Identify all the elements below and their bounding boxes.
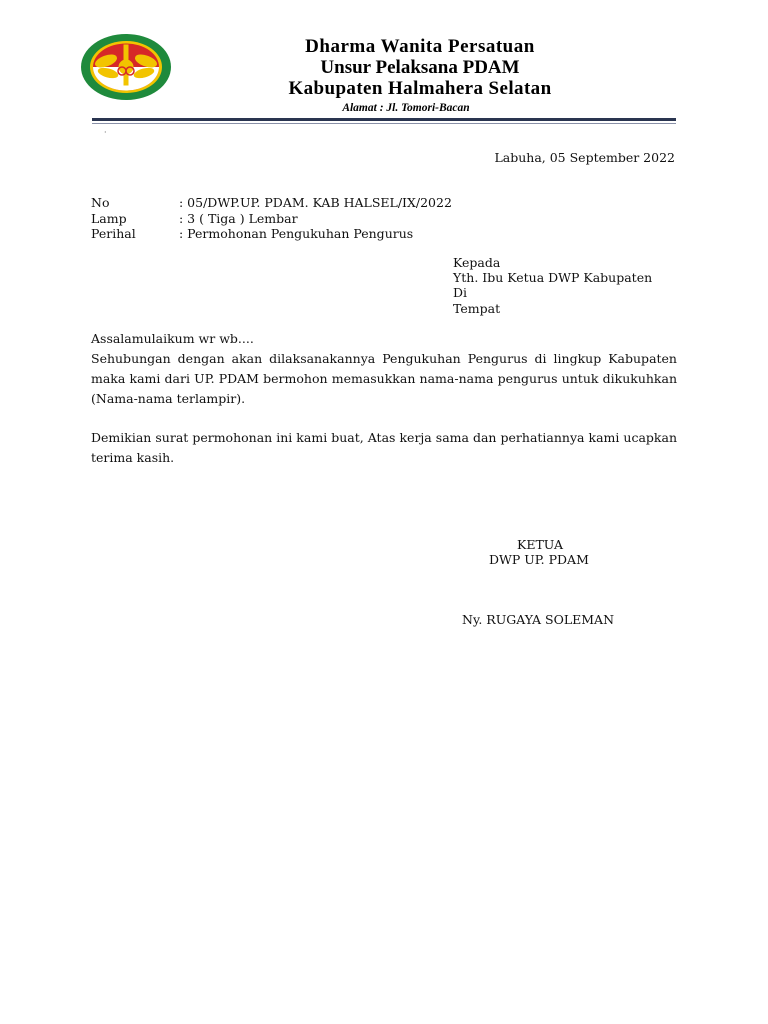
letter-date: Labuha, 05 September 2022 xyxy=(494,150,675,165)
letterhead xyxy=(180,36,660,115)
body-paragraph: Sehubungan dengan akan dilaksanakannya Pengukuhan Pengurus di lingkup Kabupaten maka kami dari UP. PDAM bermohon memasukkan nama-nama pengurus untuk dikukuhkan (Nama-nama terlampir). xyxy=(91,351,677,406)
recipient-block xyxy=(453,255,652,316)
meta-value: : 3 ( Tiga ) Lembar xyxy=(179,210,298,226)
recipient-line: Kepada xyxy=(453,255,501,270)
meta-label: No xyxy=(91,195,110,210)
recipient-line: Tempat xyxy=(453,300,501,316)
org-address: Alamat : Jl. Tomori-Bacan xyxy=(342,102,470,114)
recipient-line: Di xyxy=(453,285,468,301)
recipient-line: Yth. Ibu Ketua DWP Kabupaten xyxy=(453,270,653,286)
signature-name: Ny. RUGAYA SOLEMAN xyxy=(462,612,615,627)
dwp-emblem-icon xyxy=(80,33,172,101)
meta-value: : Permohonan Pengukuhan Pengurus xyxy=(179,226,414,241)
org-unit: Unsur Pelaksana PDAM xyxy=(320,57,520,78)
signature-title: KETUA xyxy=(517,537,563,552)
meta-value: : 05/DWP.UP. PDAM. KAB HALSEL/IX/2022 xyxy=(179,195,452,210)
meta-row-number xyxy=(91,195,452,211)
letter-meta xyxy=(91,195,452,242)
org-name: Dharma Wanita Persatuan xyxy=(305,36,535,57)
stray-mark: · xyxy=(104,128,107,137)
letterhead-rule-thin xyxy=(92,123,676,124)
greeting: Assalamulaikum wr wb.... xyxy=(91,331,254,346)
signature-unit: DWP UP. PDAM xyxy=(489,552,589,567)
letterhead-rule xyxy=(92,118,676,121)
meta-row-attachment xyxy=(91,211,452,227)
closing-paragraph: Demikian surat permohonan ini kami buat, Atas kerja sama dan perhatiannya kami ucapkan terima kasih. xyxy=(91,430,677,465)
org-region: Kabupaten Halmahera Selatan xyxy=(288,78,552,99)
meta-row-subject xyxy=(91,226,452,242)
meta-label: Perihal xyxy=(91,226,136,241)
meta-label: Lamp xyxy=(91,210,127,226)
